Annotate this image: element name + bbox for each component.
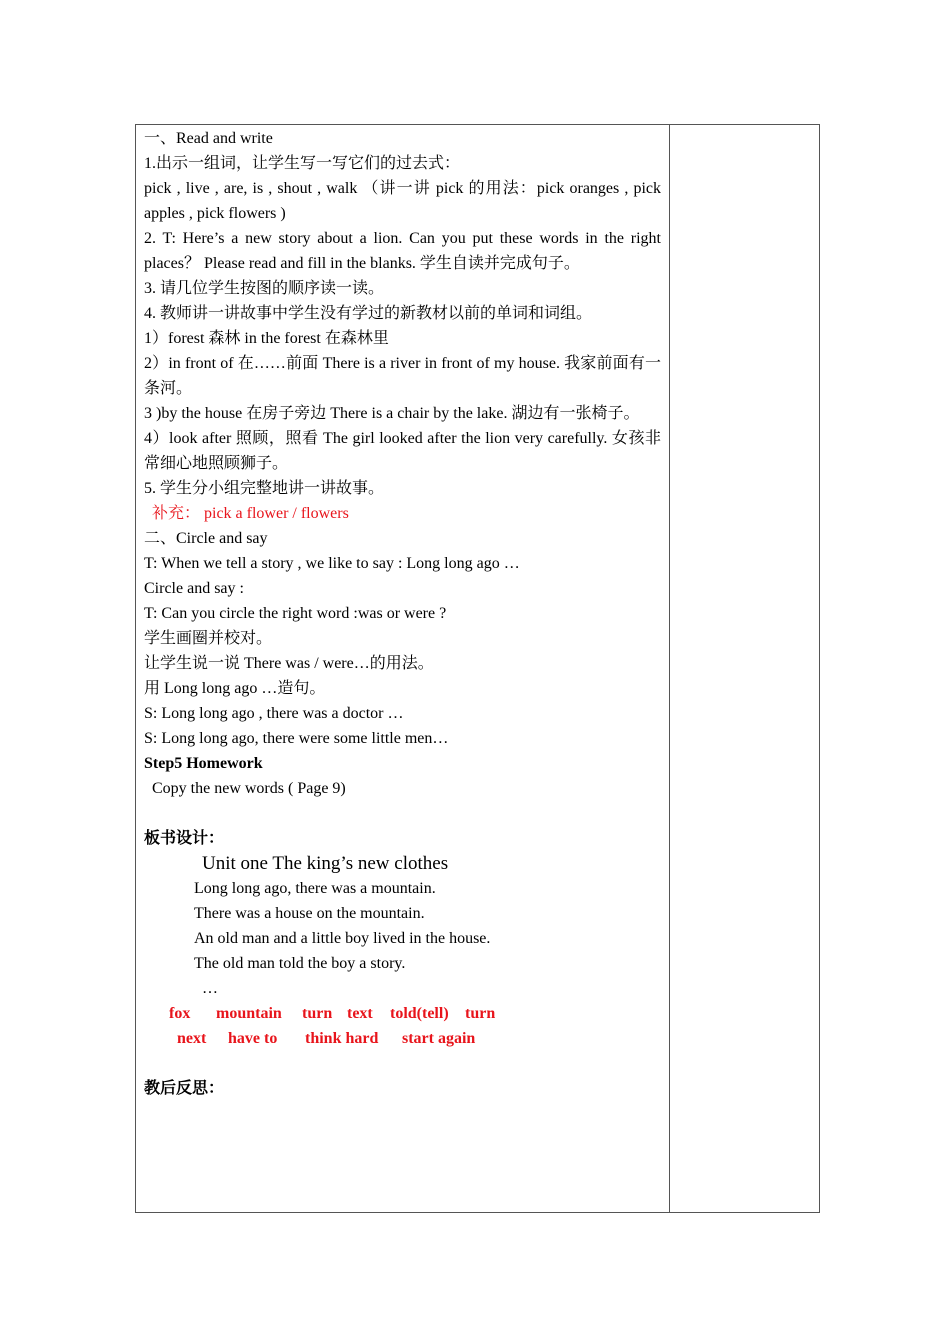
spacer <box>144 1051 661 1076</box>
vocab-item: 3 )by the house 在房子旁边 There is a chair by the lake. 湖边有一张椅子。 <box>144 405 640 422</box>
keyword: think hard <box>305 1030 379 1047</box>
step-item: 5. 学生分小组完整地讲一讲故事。 <box>144 480 385 497</box>
keyword: start again <box>402 1030 476 1047</box>
section-heading-read-write: 一、Read and write <box>144 130 273 147</box>
vocab-item: 4）look after 照顾，照看 The girl looked after the lion very carefully. 女孩非常细心地照顾狮子。 <box>144 430 661 472</box>
keyword: fox <box>169 1005 191 1022</box>
keyword: turn <box>465 1005 496 1022</box>
activity-line: Circle and say : <box>144 580 244 597</box>
keyword-row <box>144 1001 661 1026</box>
step-item: 1.出示一组词，让学生写一写它们的过去式： <box>144 155 461 172</box>
supplement-note: 补充： pick a flower / flowers <box>152 505 349 522</box>
activity-line: 学生画圈并校对。 <box>144 630 273 647</box>
keyword: text <box>347 1005 373 1022</box>
step-item: 3. 请几位学生按图的顺序读一读。 <box>144 280 385 297</box>
lesson-plan-table <box>135 124 820 1213</box>
keyword: turn <box>302 1005 333 1022</box>
board-line: There was a house on the mountain. <box>194 905 425 922</box>
activity-line: 让学生说一说 There was / were…的用法。 <box>144 655 434 672</box>
keyword: told(tell) <box>390 1005 449 1022</box>
activity-line: 用 Long long ago …造句。 <box>144 680 326 697</box>
keyword-row <box>144 1026 661 1051</box>
section-heading-circle-say: 二、Circle and say <box>144 530 268 547</box>
board-line: An old man and a little boy lived in the house. <box>194 930 491 947</box>
step5-heading: Step5 Homework <box>144 755 263 772</box>
keyword: have to <box>228 1030 278 1047</box>
vocab-item: 2）in front of 在……前面 There is a river in front of my house. 我家前面有一条河。 <box>144 355 661 397</box>
step-item: 4. 教师讲一讲故事中学生没有学过的新教材以前的单词和词组。 <box>144 305 593 322</box>
board-title: Unit one The king’s new clothes <box>202 853 449 874</box>
board-design-label: 板书设计： <box>144 830 225 847</box>
lesson-content-column <box>144 126 661 1101</box>
teacher-line: T: When we tell a story , we like to say : Long long ago … <box>144 555 520 572</box>
word-list-paragraph: pick , live , are, is , shout , walk （讲一讲 pick 的用法：pick oranges , pick apples , pick flowers ) <box>144 180 661 222</box>
board-line: The old man told the boy a story. <box>194 955 406 972</box>
homework-line: Copy the new words ( Page 9) <box>152 780 346 797</box>
student-line: S: Long long ago, there were some little men… <box>144 730 449 747</box>
student-line: S: Long long ago , there was a doctor … <box>144 705 404 722</box>
story-instruction-paragraph: 2. T: Here’s a new story about a lion. Can you put these words in the right places？ Please read and fill in the blanks. 学生自读并完成句子。 <box>144 230 661 272</box>
spacer <box>144 801 661 826</box>
vocab-item: 1）forest 森林 in the forest 在森林里 <box>144 330 389 347</box>
notes-column <box>670 125 819 1212</box>
keyword: mountain <box>216 1005 282 1022</box>
teacher-line: T: Can you circle the right word :was or were ? <box>144 605 447 622</box>
reflection-label: 教后反思： <box>144 1080 225 1097</box>
board-ellipsis: … <box>202 980 218 997</box>
keyword: next <box>177 1030 207 1047</box>
board-line: Long long ago, there was a mountain. <box>194 880 436 897</box>
